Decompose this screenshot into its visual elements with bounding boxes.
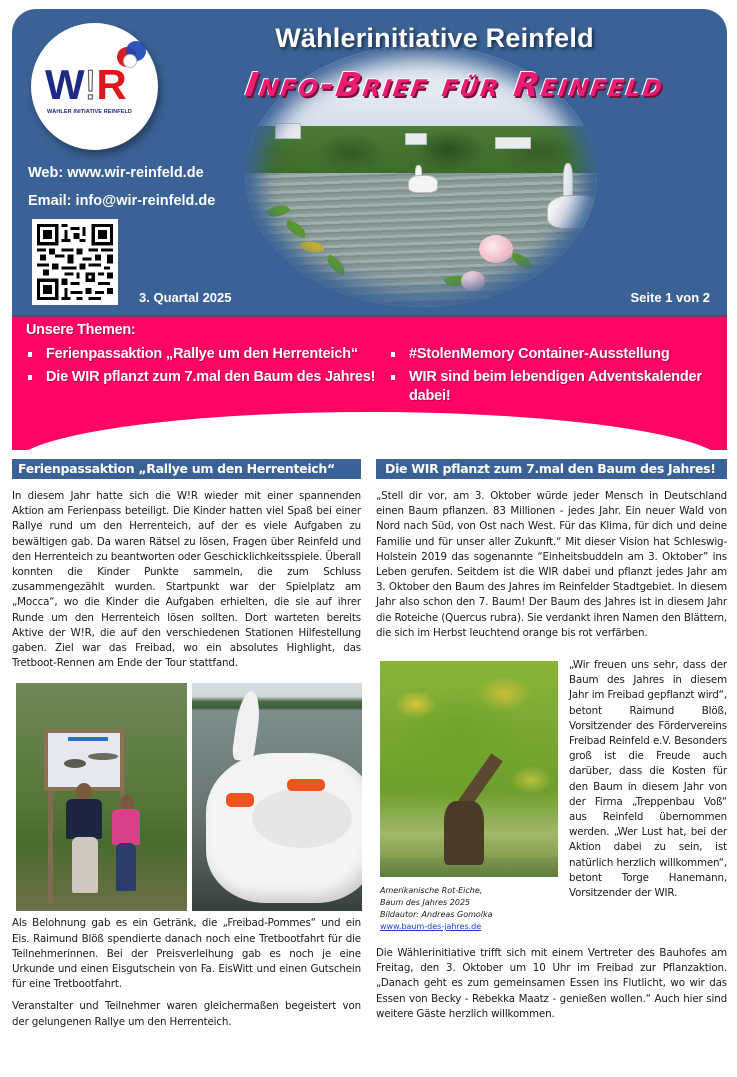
themes-list-left: [26, 345, 376, 391]
child-leggings: [116, 843, 136, 891]
tree-trunk: [444, 801, 484, 865]
photo-row: [12, 683, 361, 911]
tree-feature: [376, 658, 727, 942]
newsletter-header: [12, 9, 727, 315]
themes-banner: [12, 315, 727, 450]
logo-r: R: [96, 61, 126, 108]
photo-caption: [380, 885, 560, 933]
theme-item[interactable]: #StolenMemory Container-Ausstellung: [389, 345, 724, 364]
newsletter-title: Info-Brief für Reinfeld: [242, 65, 667, 104]
sign-heading: [68, 737, 108, 741]
child-trousers: [72, 837, 98, 893]
theme-item[interactable]: Die WIR pflanzt zum 7.mal den Baum des Jahres!: [26, 368, 376, 387]
caption-line: Baum des Jahres 2025: [380, 898, 471, 908]
child-shirt: [66, 799, 102, 839]
email-link[interactable]: Email: info@wir-reinfeld.de: [28, 193, 216, 209]
quote-block: [569, 658, 727, 901]
logo-w: W: [45, 61, 84, 108]
logo-exclamation: !: [84, 61, 96, 108]
article-ferienpass: [12, 459, 361, 1030]
logo-letters: [45, 61, 126, 109]
wir-logo: [31, 23, 158, 150]
themes-heading: Unsere Themen:: [26, 322, 136, 338]
qr-code[interactable]: [32, 219, 118, 305]
article-title: Ferienpassaktion „Rallye um den Herrenteich“: [12, 459, 361, 479]
theme-item[interactable]: WIR sind beim lebendigen Adventskalender dabei!: [389, 368, 724, 406]
baum-des-jahres-link[interactable]: www.baum-des-jahres.de: [380, 922, 482, 932]
caption-line: Amerikanische Rot-Eiche,: [380, 886, 483, 896]
website-link[interactable]: Web: www.wir-reinfeld.de: [28, 165, 204, 181]
banner-arc: [12, 412, 727, 450]
fish-illustration: [88, 753, 118, 760]
life-vest: [287, 779, 325, 791]
article-paragraph: Die Wählerinitiative trifft sich mit einem Vertreter des Bauhofes am Freitag, den 3. Oktober um 10 Uhr im Freibad zur Pflanzaktion. „Danach geht es zum gemeinsamen Essen ins Flutlicht, wo wir das Essen von Becky - Rebekka Maatz - genießen wollen.“ Auch hier sind weitere Gäste herzlich willkommen.: [376, 947, 727, 1020]
swan-boat-neck: [231, 690, 263, 762]
kids-at-signboard-photo: [16, 683, 187, 911]
logo-subtitle: WÄHLER INITIATIVE REINFELD: [47, 109, 132, 115]
red-oak-photo: [380, 661, 558, 877]
article-title: Die WIR pflanzt zum 7.mal den Baum des Jahres!: [376, 459, 727, 479]
swan-pedal-boat-photo: [192, 683, 362, 911]
pink-backpack: [112, 809, 140, 845]
issue-quarter: 3. Quartal 2025: [139, 290, 232, 305]
qr-code-icon: [37, 224, 113, 300]
page-indicator: Seite 1 von 2: [630, 290, 710, 305]
fish-illustration: [64, 759, 86, 768]
life-vest: [226, 793, 254, 807]
article-paragraph: Veranstalter und Teilnehmer waren gleichermaßen begeistert von der gelungenen Rallye um den Herrenteich.: [12, 1000, 361, 1028]
fish-signboard: [44, 729, 124, 791]
themes-list-right: [389, 345, 724, 410]
article-paragraph: „Wir freuen uns sehr, dass der Baum des Jahres in diesem Jahr im Freibad gepflanzt wird“, betont Raimund Blöß, Vorsitzender des Fördervereins Freibad Reinfeld e.V. Besonders groß ist die Freude auch darüber, dass die Kosten für den Baum in diesem Jahr von der Firma „Treppenbau Voß“ aus Reinfeld übernommen werden. „Wer Lust hat, bei der Aktion dabei zu sein, ist natürlich herzlich willkommen“, betont Torge Hanemann, Vorsitzender der WIR.: [569, 659, 727, 900]
caption-line: Bildautor: Andreas Gomolka: [380, 910, 493, 920]
article-paragraph: Als Belohnung gab es ein Getränk, die „Freibad-Pommes“ und ein Eis. Raimund Blöß spendierte danach noch eine Tretbootfahrt für die Teilnehmerinnen. Bei der Preisverleihung gab es noch je eine Urkunde und einen Eisgutschein von Fa. EisWitt und einen Gutschein für eine Tretbootfahrt.: [12, 917, 361, 991]
article-paragraph: In diesem Jahr hatte sich die W!R wieder mit einer spannenden Aktion am Ferienpass beteiligt. Die Kinder hatten viel Spaß bei einer Rallye rund um den Herrenteich, auf der es viele Aufgaben zu bewältigen gab. Da waren Rätsel zu lösen, Fragen über Reinfeld und den Herrenteich zu beantworten oder Geschicklichkeitsspiele. Überall konnten die Kinder Punkte sammeln, die zum Schluss zusammengezählt wurden. Startpunkt war der Spielplatz am „Mocca“, wo die Kinder die Aufgaben erhielten, die sie auf ihrer Runde um den Herrenteich lösen sollten. Dort warteten bereits Aktive der W!R, die auf den verschiedenen Stationen Hilfestellung gaben. Ziel war das Freibad, wo ein absolutes Highlight, das Tretboot-Rennen am Ende der Tour stattfand.: [12, 490, 361, 670]
theme-item[interactable]: Ferienpassaktion „Rallye um den Herrenteich“: [26, 345, 376, 364]
article-paragraph: „Stell dir vor, am 3. Oktober würde jeder Mensch in Deutschland einen Baum pflanzen. 83 Millionen - jedes Jahr. Ein neuer Wald von Nord nach Süd, von Ost nach West. Für das Klima, für dich und deine Familie und für unser aller Zukunft.“ Mit dieser Vision hat Schleswig- Holstein 2019 das sogenannte “Einheitsbuddeln am 3. Oktober” ins Leben gerufen. Seitdem ist die WIR dabei und pflanzt jedes Jahr am 3. Oktober den Baum des Jahres im Reinfelder Stadtgebiet. In diesem Jahr also schon den 7. Baum! Der Baum des Jahres ist in diesem Jahr die Roteiche (Quercus rubra). Sie verdankt ihren Namen den Blättern, die sich im Herbst leuchtend orange bis rot verfärben.: [376, 490, 727, 639]
site-title: Wählerinitiative Reinfeld: [275, 23, 594, 53]
article-baum-des-jahres: [376, 459, 727, 1022]
